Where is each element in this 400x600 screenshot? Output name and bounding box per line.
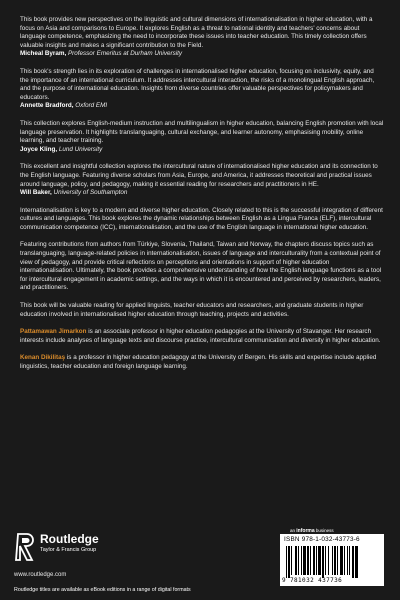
endorsement-4 xyxy=(20,163,384,197)
endorser-affiliation: Professor Emeritus at Durham University xyxy=(67,50,183,58)
barcode-icon xyxy=(284,546,380,578)
publisher-name: Routledge xyxy=(40,532,99,546)
author-bio-text: is a professor in higher education pedagogy at the University of Bergen. His skills and expertise include applied linguistics, teacher education and foreign language learning. xyxy=(20,354,377,370)
cover-footer xyxy=(0,528,400,600)
endorsement-text: This book's strength lies in its exploration of challenges in internationalised higher education, focusing on inclusivity, equity, and the importance of an international curriculum. It addresses intercultural interaction, the risks of a monolingual English approach, and the purpose of international education. Insights from diverse countries offer valuable perspectives for policymakers and educators. xyxy=(20,67,375,101)
author-bio-text: is an associate professor in higher education pedagogies at the University of Stavanger. Her research interests include analyses of language texts and discourse practice, intercultural communication and diversity in higher education. xyxy=(20,328,381,344)
endorsement-text: This collection explores English-medium instruction and multilingualism in higher education, balancing English promotion with local language preservation. It highlights translanguaging, cultural exchange, and learner autonomy, emphasising mobility, online learning, and teacher training. xyxy=(20,119,384,145)
informa-business-mark: an informa business xyxy=(290,528,334,534)
description-paragraph-3: This book will be valuable reading for applied linguists, teacher educators and researchers, and graduate students in higher education involved in internationalised higher education through teaching, projects and activities. xyxy=(20,302,364,318)
informa-brand: informa xyxy=(296,528,315,534)
endorser-affiliation: Lund University xyxy=(58,145,103,153)
publisher-logo xyxy=(14,532,134,572)
author-bio-1 xyxy=(20,328,384,345)
endorsement-1 xyxy=(20,16,384,59)
author-name: Pattamawan Jimarkon xyxy=(20,328,87,336)
endorser-affiliation: Oxford EMI xyxy=(75,102,108,110)
description-paragraph-2: Featuring contributions from authors from Türkiye, Slovenia, Thailand, Taiwan and Norway, the chapters discuss topics such as translanguaging, language-related policies in internationalisation, issues of language and interculturality from a contextual point of view of pedagogy, and provide critical reflections on perceptions and orientations in support of higher education internationalisation. Ultimately, the book provides a comprehensive understanding of how the English language functions as a tool for intercultural engagement in academic settings, and the ways in which it is encountered and perceived by researchers, leaders, and practitioners. xyxy=(20,241,382,292)
publisher-subtitle: Taylor & Francis Group xyxy=(40,547,97,553)
endorser-name: Micheal Byram, xyxy=(20,50,67,58)
endorsement-text: This excellent and insightful collection explores the intercultural nature of internationalised higher education and its connection to the English language. Featuring diverse scholars from Asia, Europe, and America, it addresses theoretical and practical issues around language, policy, and pedagogy, making it essential reading for researchers and practitioners in HE. xyxy=(20,163,378,188)
endorser-name: Joyce Kling, xyxy=(20,145,58,153)
endorser-name: Annette Bradford, xyxy=(20,102,74,110)
barcode-digits: 9 781032 437736 xyxy=(282,577,343,584)
author-bio-2 xyxy=(20,354,384,371)
endorsement-3 xyxy=(20,120,384,154)
publisher-website: www.routledge.com xyxy=(14,572,67,578)
author-name: Kenan Dikilitaş xyxy=(20,354,66,362)
endorsement-text: This book provides new perspectives on the linguistic and cultural dimensions of internationalisation in higher education, with a focus on Asia and comparisons to Europe. It explores English as a threat to national identity and teachers' concerns about language competence, emphasizing the need to incorporate these issues into teacher education. This timely collection offers valuable insights and makes a significant contribution to the Field. xyxy=(20,16,373,49)
endorsement-2 xyxy=(20,68,384,111)
routledge-logo-icon xyxy=(14,532,36,562)
endorser-name: Will Baker, xyxy=(20,189,52,197)
isbn-barcode xyxy=(280,534,384,586)
isbn-number: ISBN 978-1-032-43773-6 xyxy=(284,536,360,543)
description-paragraph-1: Internationalisation is key to a modern and diverse higher education. Closely related to this is the successful integration of different cultures and languages. This book explores the dynamic relationships between English as a Lingua Franca (ELF), intercultural communication competence (ICC), internationalisation, and the use of the English language in international higher education. xyxy=(20,206,383,231)
back-cover-content xyxy=(20,16,384,381)
endorser-affiliation: University of Southampton xyxy=(53,189,128,197)
ebook-note: Routledge titles are available as eBook editions in a range of digital formats xyxy=(14,587,191,593)
